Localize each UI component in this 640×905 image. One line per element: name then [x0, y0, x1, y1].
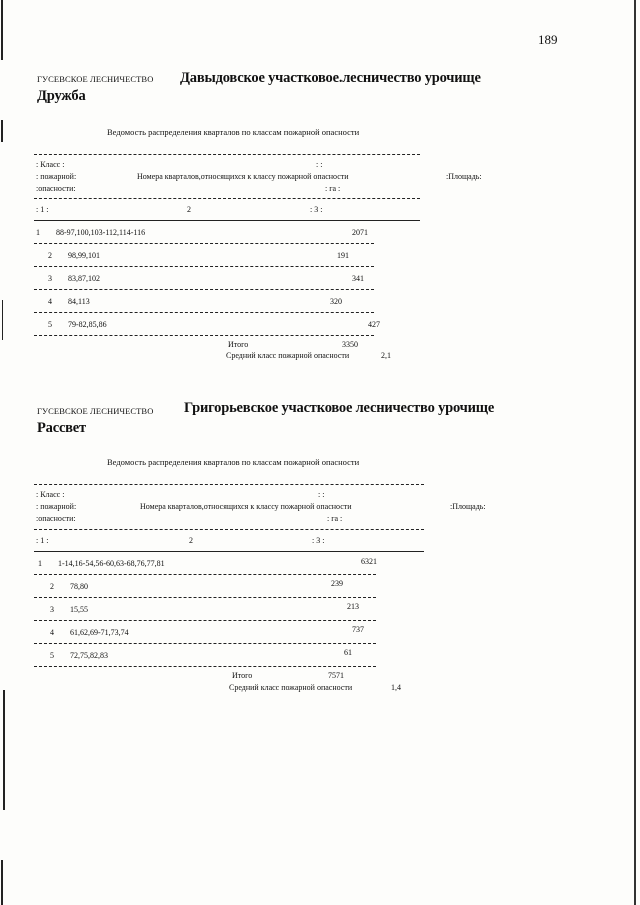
row-area: 320: [330, 297, 342, 306]
average-class-label: Средний класс пожарной опасности: [226, 351, 350, 360]
header-area-label: :Площадь:: [446, 172, 482, 181]
statement-subtitle: Ведомость распределения кварталов по классам пожарной опасности: [107, 457, 360, 467]
statement-subtitle: Ведомость распределения кварталов по классам пожарной опасности: [107, 127, 360, 137]
header-class-l3: :опасности:: [36, 184, 76, 193]
row-class: 1: [36, 228, 40, 237]
row-class: 1: [38, 559, 42, 568]
header-area-unit: : га :: [327, 514, 343, 523]
rule: [34, 243, 374, 244]
header-class-l2: : пожарной:: [36, 502, 77, 511]
row-quarters: 15,55: [70, 605, 88, 614]
rule: [34, 574, 376, 575]
row-class: 5: [48, 320, 52, 329]
row-area: 6321: [361, 557, 377, 566]
row-area: 2071: [352, 228, 368, 237]
header-class-l3: :опасности:: [36, 514, 76, 523]
rule: [34, 312, 374, 313]
row-class: 3: [48, 274, 52, 283]
rule: [34, 220, 420, 221]
district-title: Давыдовское участковое.лесничество урочище: [180, 70, 481, 86]
row-quarters: 61,62,69-71,73,74: [70, 628, 129, 637]
row-area: 341: [352, 274, 364, 283]
average-class-label: Средний класс пожарной опасности: [229, 683, 353, 692]
row-class: 3: [50, 605, 54, 614]
scan-edge-right: [634, 0, 636, 905]
scan-edge-left: [0, 0, 5, 905]
total-value: 7571: [328, 671, 344, 680]
row-quarters: 72,75,82,83: [70, 651, 108, 660]
row-area: 737: [352, 625, 364, 634]
row-class: 2: [48, 251, 52, 260]
header-quarters: Номера кварталов,относящихся к классу пожарной опасности: [140, 502, 352, 511]
row-quarters: 1-14,16-54,56-60,63-68,76,77,81: [58, 559, 165, 568]
rule: [34, 597, 376, 598]
rule: [34, 620, 376, 621]
rule: [34, 335, 374, 336]
forestry-name: ГУСЕВСКОЕ ЛЕСНИЧЕСТВО: [37, 406, 154, 416]
rule: [34, 666, 376, 667]
header-num-3: : 3 :: [310, 205, 323, 214]
header-area-colons: : :: [316, 160, 323, 169]
rule: [34, 551, 424, 552]
row-area: 61: [344, 648, 352, 657]
header-area-label: :Площадь:: [450, 502, 486, 511]
row-quarters: 79-82,85,86: [68, 320, 107, 329]
row-class: 2: [50, 582, 54, 591]
rule: [34, 266, 374, 267]
rule: [34, 529, 424, 530]
row-area: 213: [347, 602, 359, 611]
row-area: 427: [368, 320, 380, 329]
row-quarters: 83,87,102: [68, 274, 100, 283]
row-area: 191: [337, 251, 349, 260]
header-area-unit: : га :: [325, 184, 341, 193]
total-label: Итого: [232, 671, 253, 680]
rule: [34, 643, 376, 644]
average-class-value: 2,1: [381, 351, 391, 360]
header-area-colons: : :: [318, 490, 325, 499]
tract-name: Дружба: [37, 88, 86, 104]
header-num-2: 2: [189, 536, 193, 545]
row-quarters: 84,113: [68, 297, 90, 306]
total-value: 3350: [342, 340, 358, 349]
rule: [34, 289, 374, 290]
row-quarters: 88-97,100,103-112,114-116: [56, 228, 146, 237]
row-class: 5: [50, 651, 54, 660]
header-class-l2: : пожарной:: [36, 172, 77, 181]
row-class: 4: [50, 628, 54, 637]
header-num-1: : 1 :: [36, 536, 49, 545]
header-class-l1: : Класс :: [36, 160, 65, 169]
row-area: 239: [331, 579, 343, 588]
rule: [34, 198, 420, 199]
header-num-1: : 1 :: [36, 205, 49, 214]
rule: [34, 484, 424, 485]
header-num-2: 2: [187, 205, 191, 214]
average-class-value: 1,4: [391, 683, 401, 692]
row-quarters: 78,80: [70, 582, 88, 591]
header-class-l1: : Класс :: [36, 490, 65, 499]
district-title: Григорьевское участковое лесничество урочище: [184, 400, 495, 416]
page-number: 189: [538, 32, 558, 47]
row-quarters: 98,99,101: [68, 251, 100, 260]
forestry-name: ГУСЕВСКОЕ ЛЕСНИЧЕСТВО: [37, 74, 154, 84]
header-num-3: : 3 :: [312, 536, 325, 545]
tract-name: Рассвет: [37, 420, 86, 436]
total-label: Итого: [228, 340, 249, 349]
header-quarters: Номера кварталов,относящихся к классу пожарной опасности: [137, 172, 349, 181]
rule: [34, 154, 420, 155]
row-class: 4: [48, 297, 52, 306]
